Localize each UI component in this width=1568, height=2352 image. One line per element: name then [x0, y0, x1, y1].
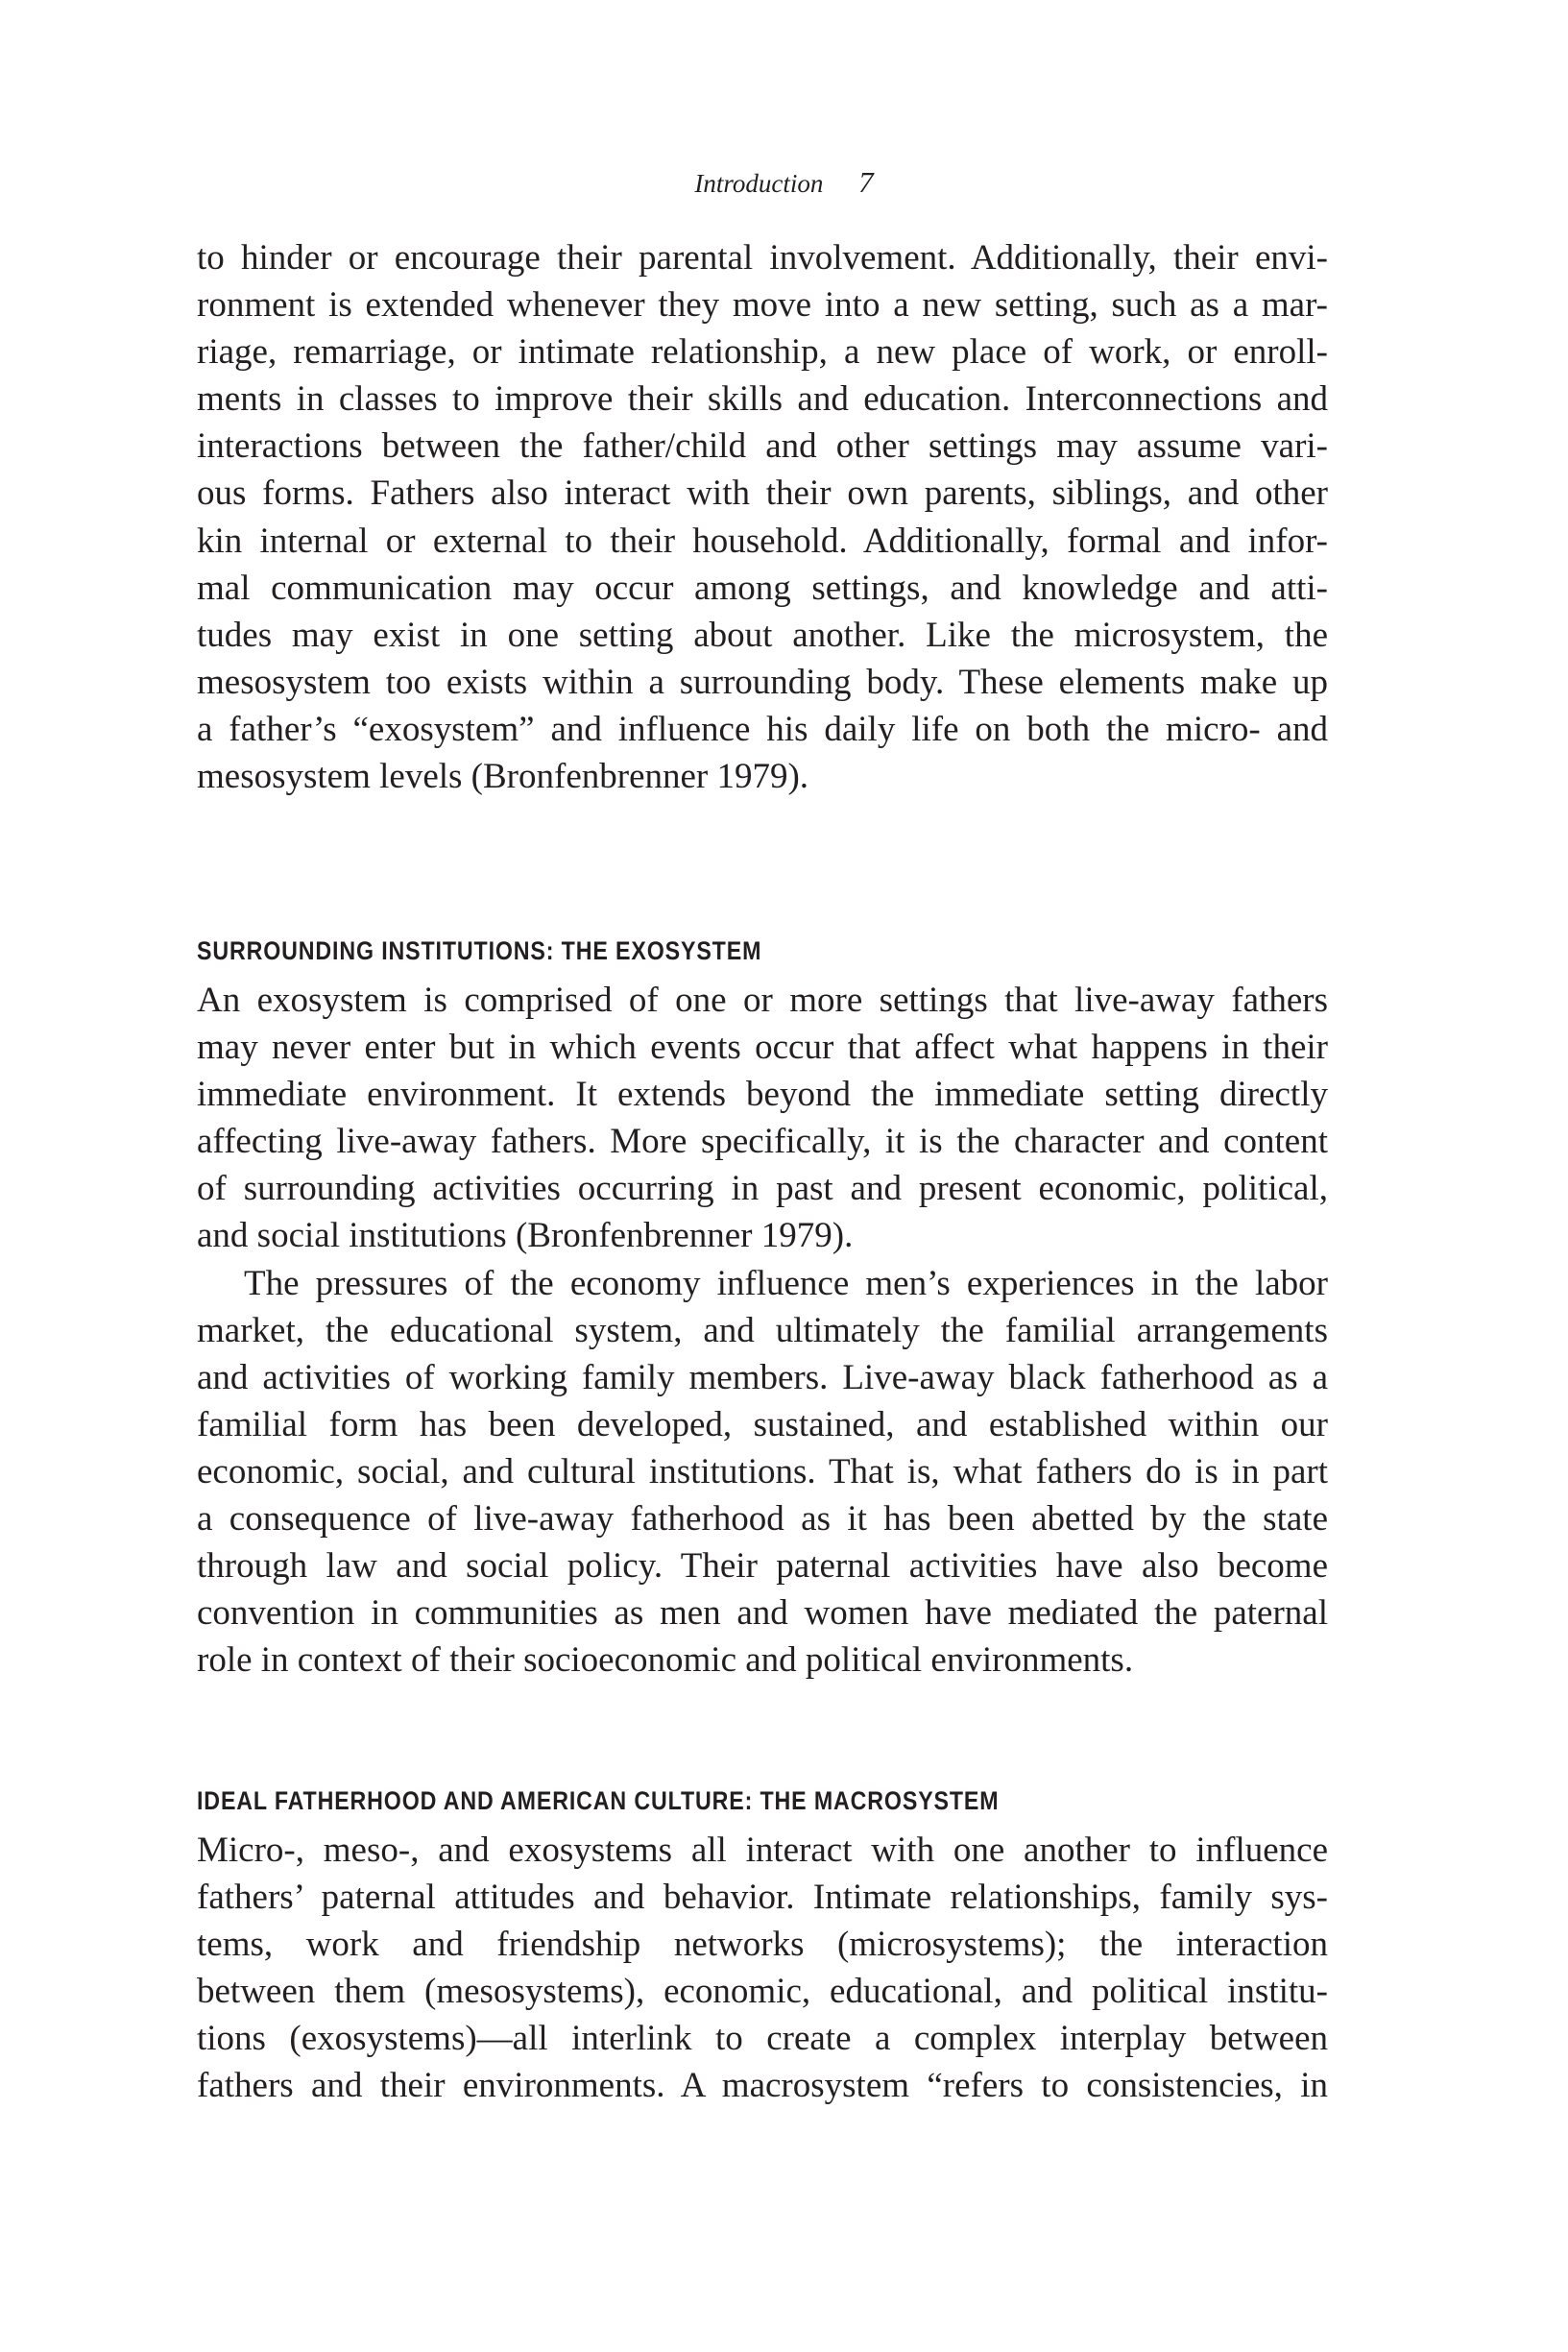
text-line: familial form has been developed, sustained, and established within our: [197, 1404, 1328, 1444]
section-heading-macrosystem: IDEAL FATHERHOOD AND AMERICAN CULTURE: THE MACROSYSTEM: [197, 1786, 1000, 1815]
continuation-paragraph: [197, 234, 1328, 800]
text-line: economic, social, and cultural institutions. That is, what fathers do is in part: [197, 1451, 1328, 1491]
text-line: convention in communities as men and women have mediated the paternal: [197, 1593, 1328, 1634]
text-line: a consequence of live-away fatherhood as it has been abetted by the state: [197, 1499, 1328, 1540]
text-line: kin internal or external to their household. Additionally, formal and infor-: [197, 521, 1328, 561]
text-line: ments in classes to improve their skills and education. Interconnections and: [197, 379, 1328, 420]
macrosystem-section-body: [197, 1827, 1328, 2110]
running-head-title: Introduction: [694, 169, 824, 198]
text-line: fathers and their environments. A macrosystem “refers to consistencies, in: [197, 2066, 1328, 2106]
text-line: fathers’ paternal attitudes and behavior. Intimate relationships, family sys-: [197, 1878, 1328, 1918]
text-line: market, the educational system, and ultimately the familial arrangements: [197, 1310, 1328, 1350]
text-line: mesosystem too exists within a surrounding body. These elements make up: [197, 662, 1328, 702]
text-line: a father’s “exosystem” and influence his daily life on both the micro- and: [197, 709, 1328, 749]
section-heading-exosystem: SURROUNDING INSTITUTIONS: THE EXOSYSTEM: [197, 936, 762, 965]
text-line: The pressures of the economy influence men’s experiences in the labor: [244, 1263, 1328, 1303]
text-line: tudes may exist in one setting about another. Like the microsystem, the: [197, 615, 1328, 655]
text-line: mal communication may occur among settings, and knowledge and atti-: [197, 568, 1328, 608]
text-line: interactions between the father/child and other settings may assume vari-: [197, 426, 1328, 467]
text-line: ronment is extended whenever they move into a new setting, such as a mar-: [197, 285, 1328, 326]
text-line: immediate environment. It extends beyond the immediate setting directly: [197, 1075, 1328, 1115]
text-line: role in context of their socioeconomic and political environments.: [197, 1640, 1134, 1681]
page-number: 7: [858, 165, 874, 199]
text-line: affecting live-away fathers. More specifically, it is the character and content: [197, 1122, 1328, 1162]
text-line: riage, remarriage, or intimate relationship, a new place of work, or enroll-: [197, 332, 1328, 373]
text-line: to hinder or encourage their parental involvement. Additionally, their envi-: [197, 238, 1328, 278]
text-line: through law and social policy. Their paternal activities have also become: [197, 1546, 1328, 1587]
text-line: tems, work and friendship networks (microsystems); the interaction: [197, 1925, 1328, 1965]
text-line: tions (exosystems)—all interlink to create a complex interplay between: [197, 2019, 1328, 2059]
text-line: An exosystem is comprised of one or more settings that live-away fathers: [197, 981, 1328, 1020]
text-line: and activities of working family members. Live-away black fatherhood as a: [197, 1357, 1328, 1397]
running-head: [0, 165, 1568, 200]
exosystem-section-body: [197, 977, 1328, 1684]
text-line: of surrounding activities occurring in past and present economic, political,: [197, 1169, 1328, 1209]
text-line: mesosystem levels (Bronfenbrenner 1979).: [197, 757, 809, 797]
text-line: Micro-, meso-, and exosystems all interact with one another to influence: [197, 1831, 1328, 1870]
text-line: and social institutions (Bronfenbrenner 1979).: [197, 1216, 854, 1256]
text-line: between them (mesosystems), economic, educational, and political institu-: [197, 1972, 1328, 2012]
text-line: ous forms. Fathers also interact with their own parents, siblings, and other: [197, 473, 1328, 514]
text-line: may never enter but in which events occur that affect what happens in their: [197, 1028, 1328, 1068]
